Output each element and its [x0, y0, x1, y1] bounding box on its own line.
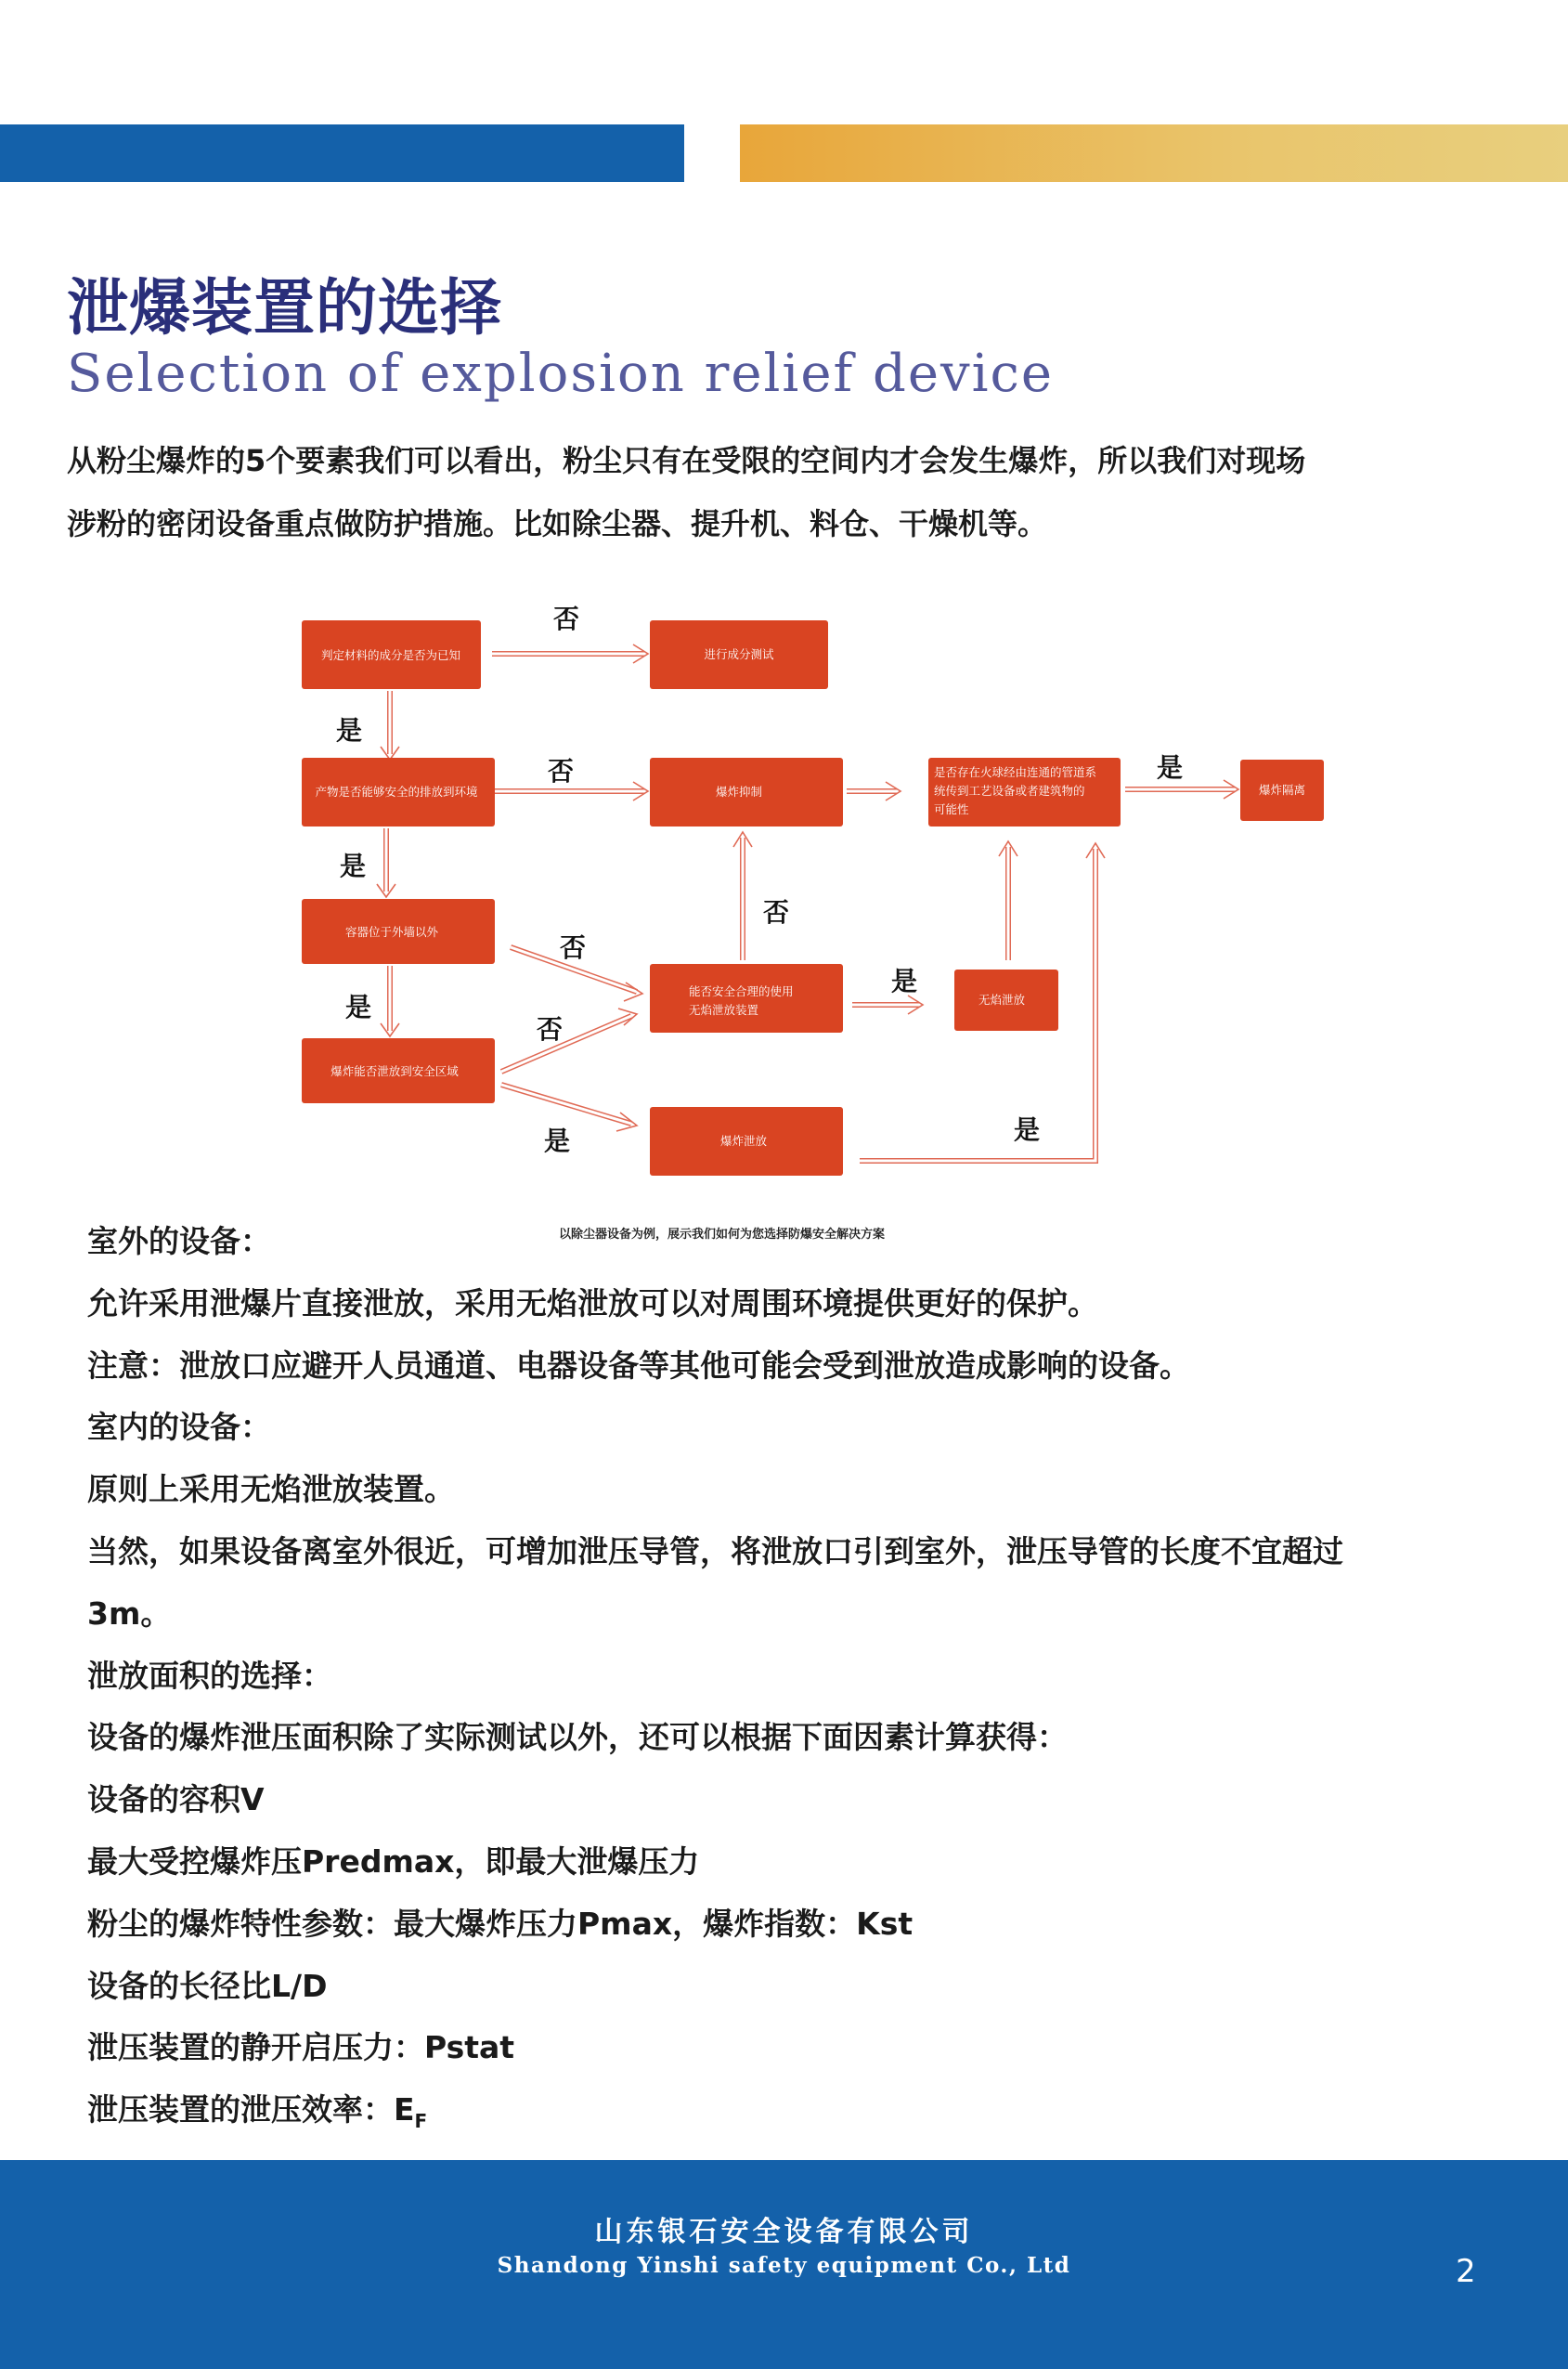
body-line: 注意：泄放口应避开人员通道、电器设备等其他可能会受到泄放造成影响的设备。 [87, 1347, 1190, 1384]
flow-node-fireball-propagation [928, 758, 1121, 827]
flow-node-vessel-outside [302, 899, 495, 964]
svg-text:无焰泄放: 无焰泄放 [978, 993, 1026, 1007]
company-name-cn: 山东银石安全设备有限公司 [594, 2216, 974, 2248]
page-subtitle: Selection of explosion relief device [67, 344, 1055, 404]
body-line: 室内的设备： [87, 1409, 271, 1446]
body-text [87, 1211, 1517, 2141]
page-title: 泄爆装置的选择 [67, 272, 502, 344]
body-line: 最大受控爆炸压Predmax，即最大泄爆压力 [87, 1842, 700, 1880]
intro-line: 从粉尘爆炸的5个要素我们可以看出，粉尘只有在受限的空间内才会发生爆炸，所以我们对现场 [67, 443, 1306, 478]
flow-node-composition-test [650, 620, 828, 689]
arrow-n10-n11 [501, 1085, 631, 1124]
svg-text:爆炸能否泄放到安全区域: 爆炸能否泄放到安全区域 [330, 1064, 459, 1078]
body-line: 设备的长径比L/D [87, 1967, 328, 2004]
body-line: 设备的爆炸泄压面积除了实际测试以外，还可以根据下面因素计算获得： [87, 1719, 1068, 1756]
flowchart-caption: 以除尘器设备为例，展示我们如何为您选择防爆安全解决方案 [559, 1228, 886, 1242]
label-yes: 是 [544, 1126, 571, 1156]
intro-line: 涉粉的密闭设备重点做防护措施。比如除尘器、提升机、料仓、干燥机等。 [67, 506, 1048, 541]
body-line: 粉尘的爆炸特性参数：最大爆炸压力Pmax，爆炸指数：Kst [87, 1905, 914, 1942]
svg-text:爆炸泄放: 爆炸泄放 [719, 1134, 768, 1148]
svg-text:无焰泄放装置: 无焰泄放装置 [689, 1003, 759, 1017]
label-no: 否 [548, 756, 575, 787]
flow-node-explosion-suppression [650, 758, 843, 827]
flow-node-safe-area [302, 1038, 495, 1103]
svg-text:产物是否能够安全的排放到环境: 产物是否能够安全的排放到环境 [315, 785, 478, 799]
body-line: 3m。 [87, 1595, 172, 1632]
label-yes: 是 [345, 992, 372, 1022]
label-yes: 是 [1157, 752, 1184, 783]
flow-node-flameless-venting [954, 970, 1058, 1031]
body-line: 原则上采用无焰泄放装置。 [87, 1471, 455, 1508]
page-number: 2 [1456, 2253, 1476, 2290]
body-line: 设备的容积V [87, 1781, 265, 1818]
body-line: 允许采用泄爆片直接泄放，采用无焰泄放可以对周围环境提供更好的保护。 [87, 1284, 1098, 1321]
selection-flowchart [279, 594, 1328, 1189]
label-yes: 是 [340, 851, 367, 881]
body-line: 泄压装置的静开启压力：Pstat [87, 2029, 515, 2066]
svg-text:是否存在火球经由连通的管道系: 是否存在火球经由连通的管道系 [934, 765, 1097, 779]
efficiency-subscript: F [414, 2110, 428, 2133]
label-yes: 是 [336, 715, 363, 746]
svg-text:爆炸抑制: 爆炸抑制 [715, 785, 763, 799]
svg-text:进行成分测试: 进行成分测试 [704, 647, 774, 661]
header-gold-bar [740, 124, 1568, 182]
flow-node-flameless-possible [650, 964, 843, 1033]
label-yes: 是 [1014, 1114, 1041, 1145]
label-no: 否 [560, 932, 587, 963]
header-blue-bar [0, 124, 684, 182]
body-line: 当然，如果设备离室外很近，可增加泄压导管，将泄放口引到室外，泄压导管的长度不宜超过 [87, 1532, 1343, 1569]
arrow-n10-n8 [501, 1016, 631, 1072]
footer [0, 2160, 1568, 2369]
flow-node-explosion-venting [650, 1107, 843, 1176]
label-no: 否 [553, 604, 580, 634]
svg-text:判定材料的成分是否为已知: 判定材料的成分是否为已知 [320, 648, 461, 662]
flow-node-material-known [302, 620, 481, 689]
svg-text:能否安全合理的使用: 能否安全合理的使用 [689, 984, 794, 998]
label-no: 否 [537, 1014, 564, 1045]
body-line [87, 2079, 1517, 2141]
arrow-heads [377, 644, 1238, 1131]
body-line: 泄放面积的选择： [87, 1657, 332, 1694]
label-yes: 是 [891, 966, 918, 996]
svg-text:爆炸隔离: 爆炸隔离 [1258, 783, 1306, 797]
flow-node-safe-discharge [302, 758, 495, 827]
efficiency-label: 泄压装置的泄压效率：E [87, 2091, 415, 2128]
intro-paragraph [67, 429, 1515, 555]
svg-text:统传到工艺设备或者建筑物的: 统传到工艺设备或者建筑物的 [934, 784, 1085, 798]
company-name-en: Shandong Yinshi safety equipment Co., Ltd [497, 2253, 1071, 2278]
label-no: 否 [763, 897, 790, 928]
svg-text:可能性: 可能性 [934, 802, 969, 816]
flow-node-explosion-isolation [1240, 760, 1324, 821]
svg-text:容器位于外墙以外: 容器位于外墙以外 [344, 925, 439, 939]
body-line: 室外的设备： [87, 1223, 271, 1259]
